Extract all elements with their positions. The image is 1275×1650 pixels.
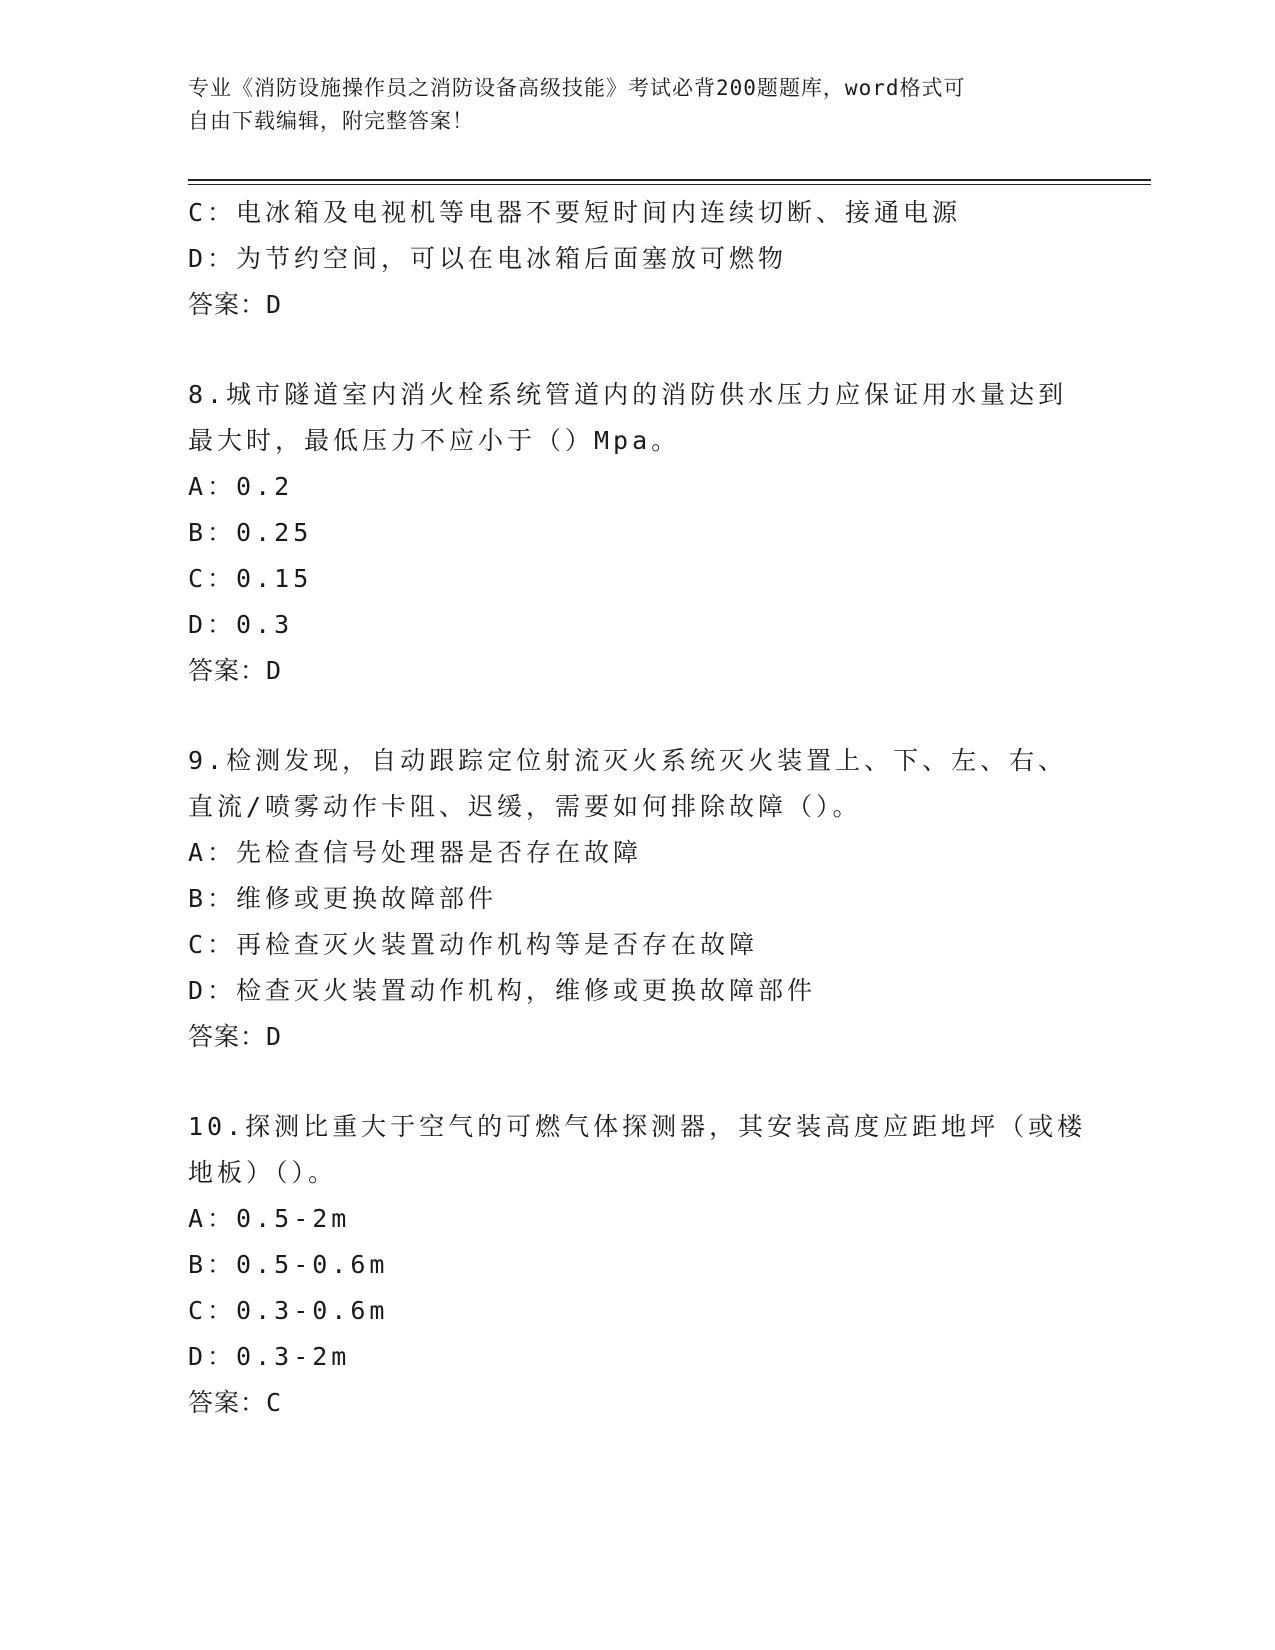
header-line-1: 专业《消防设施操作员之消防设备高级技能》考试必背200题题库，word格式可 — [188, 76, 966, 100]
answer-line: 答案：D — [188, 290, 283, 319]
header-line-2: 自由下载编辑，附完整答案！ — [188, 109, 474, 133]
answer-line: 答案：C — [188, 1388, 283, 1417]
answer-line: 答案：D — [188, 656, 283, 685]
option-a: A：0.2 — [188, 472, 294, 501]
option-d: D：为节约空间，可以在电冰箱后面塞放可燃物 — [188, 244, 788, 273]
option-d: D：0.3-2m — [188, 1342, 351, 1371]
option-b: B：维修或更换故障部件 — [188, 884, 498, 913]
option-d: D：检查灭火装置动作机构，维修或更换故障部件 — [188, 976, 817, 1005]
document-header — [188, 72, 1068, 138]
option-c: C：再检查灭火装置动作机构等是否存在故障 — [188, 930, 759, 959]
question-text-line-1: 9.检测发现，自动跟踪定位射流灭火系统灭火装置上、下、左、右、 — [188, 746, 1068, 775]
option-d: D：0.3 — [188, 610, 294, 639]
answer-line: 答案：D — [188, 1022, 283, 1051]
option-b: B：0.5-0.6m — [188, 1250, 389, 1279]
question-10 — [188, 1104, 1088, 1426]
option-b: B：0.25 — [188, 518, 313, 547]
option-c: C：0.3-0.6m — [188, 1296, 389, 1325]
option-c: C：0.15 — [188, 564, 313, 593]
question-text-line-1: 10.探测比重大于空气的可燃气体探测器，其安装高度应距地坪（或楼 — [188, 1112, 1087, 1141]
question-list — [188, 190, 1088, 1426]
option-c: C：电冰箱及电视机等电器不要短时间内连续切断、接通电源 — [188, 198, 962, 227]
header-divider-thin — [188, 184, 1151, 185]
question-text-line-2: 地板）（）。 — [188, 1158, 338, 1187]
question-text-line-1: 8.城市隧道室内消火栓系统管道内的消防供水压力应保证用水量达到 — [188, 380, 1068, 409]
question-8 — [188, 372, 1088, 694]
question-9 — [188, 738, 1088, 1060]
option-a: A：0.5-2m — [188, 1204, 351, 1233]
question-text-line-2: 直流/喷雾动作卡阻、迟缓，需要如何排除故障（）。 — [188, 792, 862, 821]
continued-question — [188, 190, 1088, 328]
question-text-line-2: 最大时，最低压力不应小于（）Mpa。 — [188, 426, 681, 455]
header-divider — [188, 179, 1151, 181]
option-a: A：先检查信号处理器是否存在故障 — [188, 838, 643, 867]
